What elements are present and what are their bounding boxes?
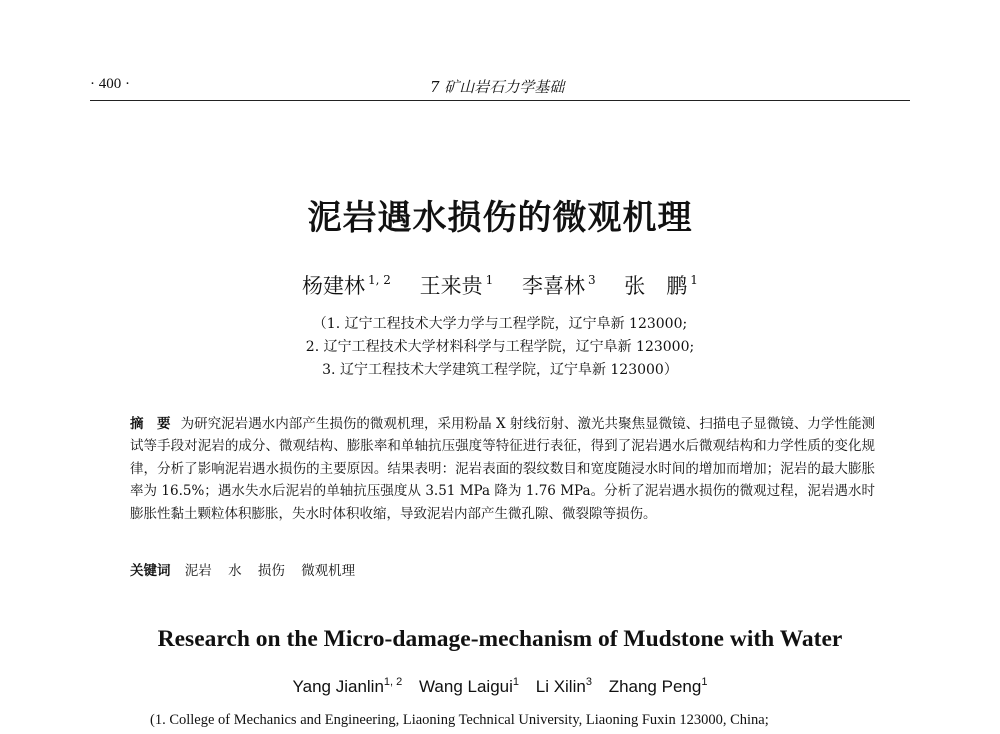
affiliation: （1. 辽宁工程技术大学力学与工程学院，辽宁阜新 123000; bbox=[312, 316, 688, 332]
author-affil-mark: 3 bbox=[587, 273, 596, 287]
english-author bbox=[419, 677, 519, 696]
author-affil-mark: 1 bbox=[701, 676, 708, 688]
author-name: 李喜林 bbox=[521, 274, 585, 298]
page-number: · 400 · bbox=[90, 76, 130, 92]
author bbox=[624, 274, 698, 298]
affiliation: 3. 辽宁工程技术大学建筑工程学院，辽宁阜新 123000） bbox=[322, 362, 678, 378]
affiliation: 2. 辽宁工程技术大学材料科学与工程学院，辽宁阜新 123000; bbox=[305, 339, 695, 355]
author-affil-mark: 1 bbox=[690, 273, 698, 287]
header-rule bbox=[90, 100, 910, 101]
author-name: Li Xilin bbox=[535, 677, 586, 696]
paper-title: 泥岩遇水损伤的微观机理 bbox=[307, 198, 693, 238]
english-affiliation: (1. College of Mechanics and Engineering, Liaoning Technical University, Liaoning Fuxin 123000, China; bbox=[150, 712, 769, 728]
running-title: 7 矿山岩石力学基础 bbox=[430, 78, 565, 96]
abstract-label: 摘 要 bbox=[130, 416, 171, 432]
author-affil-mark: 1, 2 bbox=[368, 273, 391, 287]
author-name: Zhang Peng bbox=[608, 677, 702, 696]
english-title: Research on the Micro-damage-mechanism of Mudstone with Water bbox=[157, 626, 843, 652]
english-author bbox=[609, 677, 708, 696]
author bbox=[302, 274, 391, 298]
keywords bbox=[130, 559, 875, 579]
abstract bbox=[130, 413, 875, 525]
english-author bbox=[536, 677, 592, 696]
running-header bbox=[90, 76, 910, 100]
author bbox=[420, 274, 494, 298]
author-affil-mark: 1 bbox=[512, 676, 519, 688]
author-name: 张 鹏 bbox=[624, 274, 688, 298]
affiliation-list bbox=[0, 313, 1000, 382]
keyword: 泥岩 bbox=[184, 563, 212, 579]
author-name: 王来贵 bbox=[419, 274, 483, 298]
keyword: 水 bbox=[228, 563, 242, 579]
keyword: 损伤 bbox=[257, 563, 285, 579]
author-name: 杨建林 bbox=[302, 274, 366, 298]
english-author-list bbox=[0, 676, 1000, 697]
author-affil-mark: 1, 2 bbox=[383, 676, 403, 688]
author-list bbox=[0, 270, 1000, 300]
author-name: Wang Laigui bbox=[419, 677, 513, 696]
author-affil-mark: 1 bbox=[485, 273, 494, 287]
keywords-label: 关键词 bbox=[130, 563, 171, 579]
author bbox=[522, 274, 596, 298]
abstract-text: 为研究泥岩遇水内部产生损伤的微观机理，采用粉晶 X 射线衍射、激光共聚焦显微镜、扫描电子显微镜、力学性能测试等手段对泥岩的成分、微观结构、膨胀率和单轴抗压强度等特征进行表征，得到了泥岩遇水后微观结构和力学性质的变化规律，分析了影响泥岩遇水损伤的主要原因。结果表明：泥岩表面的裂纹数目和宽度随浸水时间的增加而增加；泥岩的最大膨胀率为 16.5%；遇水失水后泥岩的单轴抗压强度从 3.51 MPa 降为 1.76 MPa。分析了泥岩遇水损伤的微观过程，泥岩遇水时膨胀性黏土颗粒体积膨胀，失水时体积收缩，导致泥岩内部产生微孔隙、微裂隙等损伤。 bbox=[130, 416, 875, 522]
keyword: 微观机理 bbox=[301, 563, 356, 579]
author-name: Yang Jianlin bbox=[292, 677, 384, 696]
author-affil-mark: 3 bbox=[585, 676, 592, 688]
english-author bbox=[293, 677, 403, 696]
